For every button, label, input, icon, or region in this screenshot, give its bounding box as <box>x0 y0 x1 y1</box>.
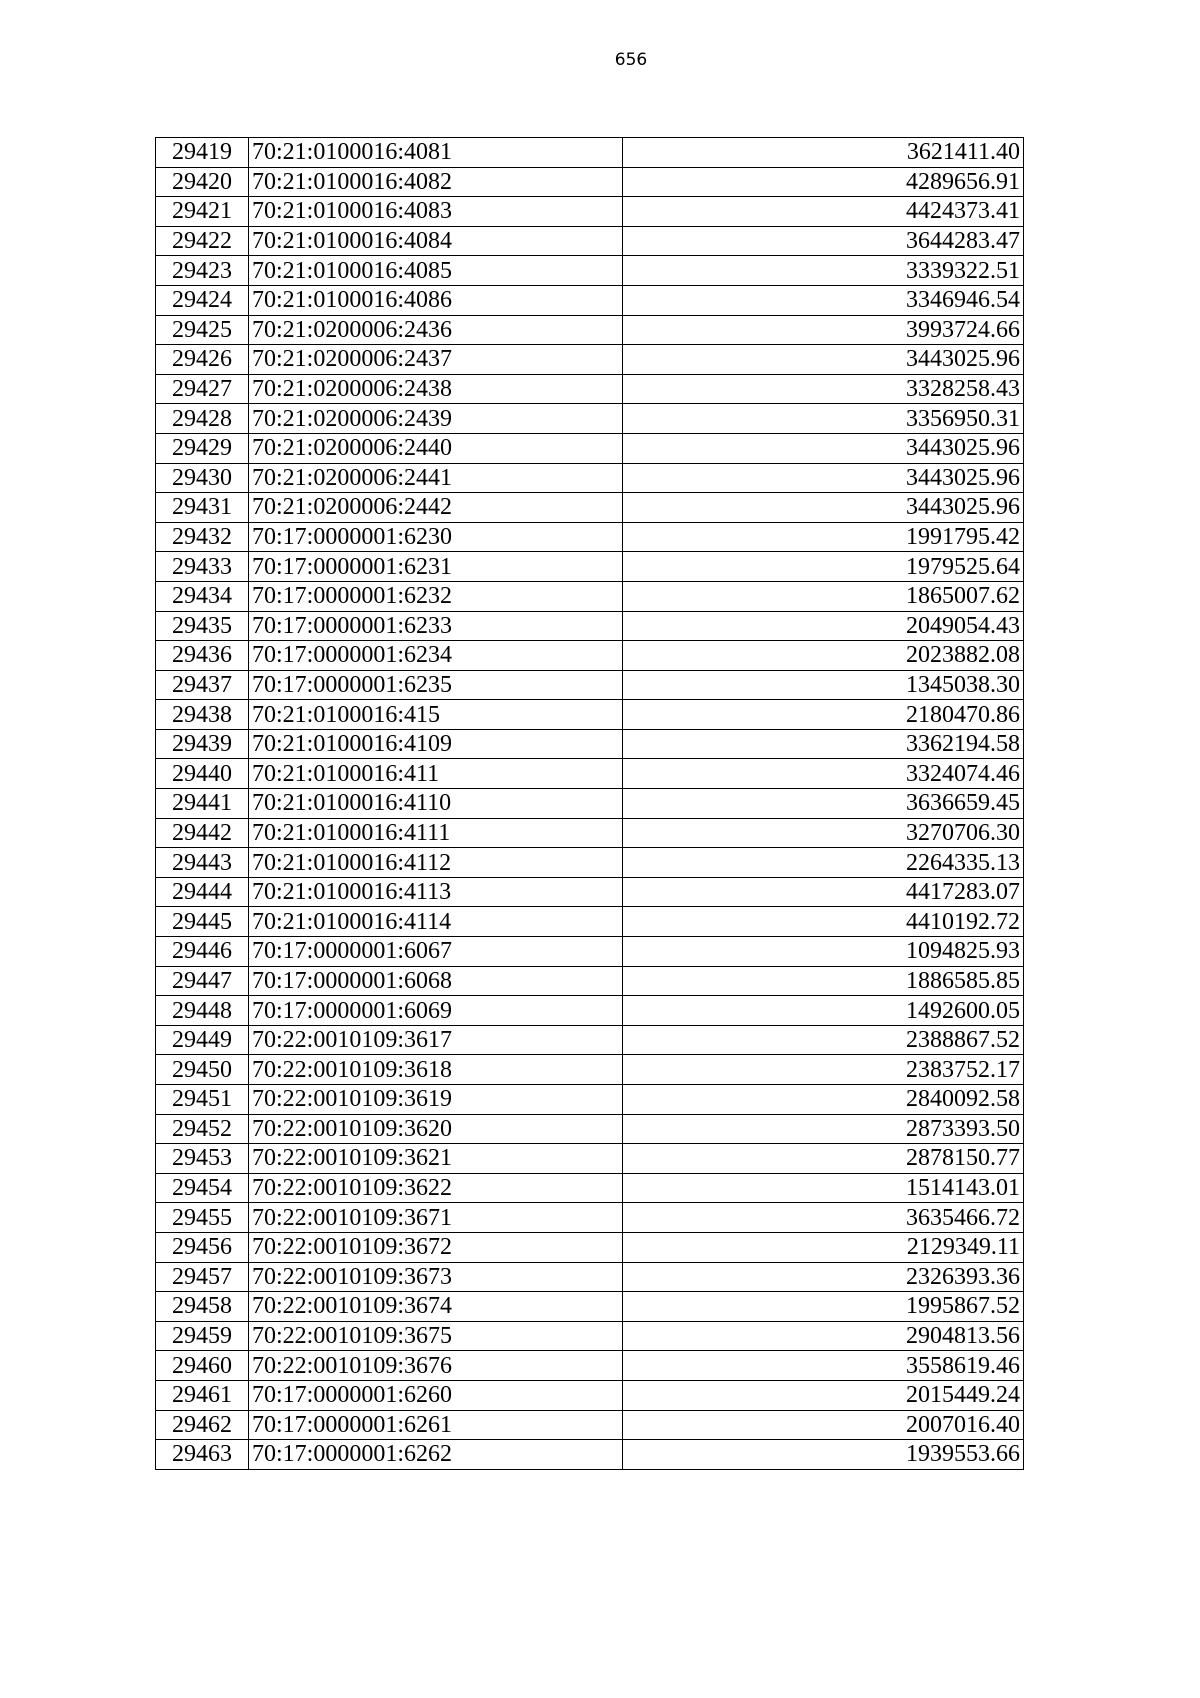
table-row <box>156 345 1024 375</box>
table-row <box>156 374 1024 404</box>
cadastral-value-cell: 3993724.66 <box>623 315 1024 345</box>
row-number-cell: 29452 <box>156 1114 249 1144</box>
row-number-cell: 29445 <box>156 907 249 937</box>
table-row <box>156 433 1024 463</box>
cadastral-number-cell: 70:21:0100016:4114 <box>249 907 623 937</box>
cadastral-value-cell: 1939553.66 <box>623 1440 1024 1470</box>
cadastral-value-cell: 2840092.58 <box>623 1085 1024 1115</box>
cadastral-number-cell: 70:17:0000001:6231 <box>249 552 623 582</box>
cadastral-value-cell: 2023882.08 <box>623 641 1024 671</box>
cadastral-number-cell: 70:22:0010109:3622 <box>249 1173 623 1203</box>
cadastral-number-cell: 70:21:0100016:4085 <box>249 256 623 286</box>
row-number-cell: 29450 <box>156 1055 249 1085</box>
cadastral-number-cell: 70:21:0100016:4083 <box>249 197 623 227</box>
cadastral-value-cell: 3443025.96 <box>623 463 1024 493</box>
cadastral-value-cell: 1979525.64 <box>623 552 1024 582</box>
table-row <box>156 285 1024 315</box>
cadastral-number-cell: 70:21:0100016:4084 <box>249 226 623 256</box>
table-row <box>156 789 1024 819</box>
table-row <box>156 315 1024 345</box>
cadastral-value-cell: 3339322.51 <box>623 256 1024 286</box>
cadastral-number-cell: 70:22:0010109:3619 <box>249 1085 623 1115</box>
cadastral-number-cell: 70:21:0100016:411 <box>249 759 623 789</box>
row-number-cell: 29442 <box>156 818 249 848</box>
table-row <box>156 197 1024 227</box>
table-row <box>156 1144 1024 1174</box>
cadastral-value-cell: 4424373.41 <box>623 197 1024 227</box>
cadastral-number-cell: 70:21:0200006:2439 <box>249 404 623 434</box>
cadastral-value-cell: 1514143.01 <box>623 1173 1024 1203</box>
table-row <box>156 226 1024 256</box>
table-row <box>156 1321 1024 1351</box>
cadastral-number-cell: 70:21:0200006:2438 <box>249 374 623 404</box>
row-number-cell: 29424 <box>156 285 249 315</box>
cadastral-value-cell: 3270706.30 <box>623 818 1024 848</box>
cadastral-number-cell: 70:21:0100016:4086 <box>249 285 623 315</box>
table-row <box>156 1380 1024 1410</box>
row-number-cell: 29428 <box>156 404 249 434</box>
cadastral-number-cell: 70:21:0100016:4082 <box>249 167 623 197</box>
page-number: 656 <box>614 50 648 70</box>
cadastral-value-cell: 4410192.72 <box>623 907 1024 937</box>
row-number-cell: 29431 <box>156 493 249 523</box>
row-number-cell: 29420 <box>156 167 249 197</box>
cadastral-number-cell: 70:21:0100016:4109 <box>249 729 623 759</box>
cadastral-number-cell: 70:17:0000001:6262 <box>249 1440 623 1470</box>
table-row <box>156 1440 1024 1470</box>
cadastral-value-cell: 1995867.52 <box>623 1292 1024 1322</box>
cadastral-number-cell: 70:17:0000001:6235 <box>249 670 623 700</box>
cadastral-number-cell: 70:22:0010109:3674 <box>249 1292 623 1322</box>
cadastral-number-cell: 70:21:0200006:2437 <box>249 345 623 375</box>
cadastral-value-cell: 2049054.43 <box>623 611 1024 641</box>
row-number-cell: 29430 <box>156 463 249 493</box>
table-row <box>156 167 1024 197</box>
table-row <box>156 1203 1024 1233</box>
row-number-cell: 29438 <box>156 700 249 730</box>
table-row <box>156 256 1024 286</box>
table-row <box>156 907 1024 937</box>
table-row <box>156 966 1024 996</box>
cadastral-number-cell: 70:21:0100016:415 <box>249 700 623 730</box>
cadastral-number-cell: 70:21:0200006:2442 <box>249 493 623 523</box>
row-number-cell: 29440 <box>156 759 249 789</box>
cadastral-value-cell: 3644283.47 <box>623 226 1024 256</box>
cadastral-value-table <box>155 137 1024 1470</box>
row-number-cell: 29449 <box>156 1025 249 1055</box>
cadastral-value-cell: 2383752.17 <box>623 1055 1024 1085</box>
cadastral-value-cell: 3346946.54 <box>623 285 1024 315</box>
cadastral-value-cell: 3362194.58 <box>623 729 1024 759</box>
table-body <box>156 138 1024 1470</box>
cadastral-number-cell: 70:17:0000001:6069 <box>249 996 623 1026</box>
table-row <box>156 818 1024 848</box>
cadastral-number-cell: 70:22:0010109:3671 <box>249 1203 623 1233</box>
cadastral-value-cell: 4289656.91 <box>623 167 1024 197</box>
cadastral-number-cell: 70:22:0010109:3672 <box>249 1232 623 1262</box>
row-number-cell: 29460 <box>156 1351 249 1381</box>
cadastral-value-cell: 2873393.50 <box>623 1114 1024 1144</box>
cadastral-number-cell: 70:21:0100016:4081 <box>249 138 623 168</box>
cadastral-number-cell: 70:17:0000001:6067 <box>249 937 623 967</box>
cadastral-number-cell: 70:17:0000001:6068 <box>249 966 623 996</box>
row-number-cell: 29439 <box>156 729 249 759</box>
table-row <box>156 1292 1024 1322</box>
row-number-cell: 29436 <box>156 641 249 671</box>
cadastral-number-cell: 70:21:0100016:4113 <box>249 877 623 907</box>
table-row <box>156 463 1024 493</box>
row-number-cell: 29441 <box>156 789 249 819</box>
row-number-cell: 29447 <box>156 966 249 996</box>
row-number-cell: 29423 <box>156 256 249 286</box>
cadastral-value-cell: 1991795.42 <box>623 522 1024 552</box>
table-row <box>156 611 1024 641</box>
cadastral-value-cell: 2388867.52 <box>623 1025 1024 1055</box>
cadastral-value-cell: 3443025.96 <box>623 493 1024 523</box>
cadastral-value-cell: 2878150.77 <box>623 1144 1024 1174</box>
table-row <box>156 1351 1024 1381</box>
row-number-cell: 29458 <box>156 1292 249 1322</box>
cadastral-value-cell: 2180470.86 <box>623 700 1024 730</box>
cadastral-value-cell: 3356950.31 <box>623 404 1024 434</box>
row-number-cell: 29457 <box>156 1262 249 1292</box>
cadastral-value-cell: 1865007.62 <box>623 581 1024 611</box>
row-number-cell: 29421 <box>156 197 249 227</box>
row-number-cell: 29459 <box>156 1321 249 1351</box>
row-number-cell: 29448 <box>156 996 249 1026</box>
row-number-cell: 29461 <box>156 1380 249 1410</box>
cadastral-value-cell: 3324074.46 <box>623 759 1024 789</box>
table-row <box>156 1173 1024 1203</box>
table-row <box>156 493 1024 523</box>
cadastral-value-cell: 3635466.72 <box>623 1203 1024 1233</box>
cadastral-value-cell: 1345038.30 <box>623 670 1024 700</box>
cadastral-number-cell: 70:22:0010109:3620 <box>249 1114 623 1144</box>
row-number-cell: 29433 <box>156 552 249 582</box>
cadastral-number-cell: 70:21:0100016:4111 <box>249 818 623 848</box>
row-number-cell: 29429 <box>156 433 249 463</box>
row-number-cell: 29435 <box>156 611 249 641</box>
row-number-cell: 29419 <box>156 138 249 168</box>
row-number-cell: 29444 <box>156 877 249 907</box>
cadastral-value-cell: 3558619.46 <box>623 1351 1024 1381</box>
cadastral-number-cell: 70:17:0000001:6230 <box>249 522 623 552</box>
table-row <box>156 1262 1024 1292</box>
row-number-cell: 29434 <box>156 581 249 611</box>
table-row <box>156 138 1024 168</box>
row-number-cell: 29427 <box>156 374 249 404</box>
table-row <box>156 877 1024 907</box>
row-number-cell: 29451 <box>156 1085 249 1115</box>
row-number-cell: 29453 <box>156 1144 249 1174</box>
row-number-cell: 29462 <box>156 1410 249 1440</box>
row-number-cell: 29422 <box>156 226 249 256</box>
cadastral-value-cell: 2904813.56 <box>623 1321 1024 1351</box>
cadastral-number-cell: 70:22:0010109:3673 <box>249 1262 623 1292</box>
table-row <box>156 581 1024 611</box>
row-number-cell: 29455 <box>156 1203 249 1233</box>
table-row <box>156 670 1024 700</box>
table-row <box>156 848 1024 878</box>
cadastral-number-cell: 70:21:0200006:2436 <box>249 315 623 345</box>
row-number-cell: 29463 <box>156 1440 249 1470</box>
row-number-cell: 29437 <box>156 670 249 700</box>
table-row <box>156 1410 1024 1440</box>
cadastral-number-cell: 70:21:0100016:4110 <box>249 789 623 819</box>
table-row <box>156 937 1024 967</box>
cadastral-number-cell: 70:21:0100016:4112 <box>249 848 623 878</box>
cadastral-value-cell: 3443025.96 <box>623 433 1024 463</box>
cadastral-value-cell: 1094825.93 <box>623 937 1024 967</box>
cadastral-value-cell: 4417283.07 <box>623 877 1024 907</box>
cadastral-value-cell: 2007016.40 <box>623 1410 1024 1440</box>
cadastral-number-cell: 70:22:0010109:3676 <box>249 1351 623 1381</box>
table-row <box>156 1055 1024 1085</box>
cadastral-value-cell: 2015449.24 <box>623 1380 1024 1410</box>
cadastral-number-cell: 70:21:0200006:2440 <box>249 433 623 463</box>
cadastral-value-cell: 2129349.11 <box>623 1232 1024 1262</box>
cadastral-value-cell: 3636659.45 <box>623 789 1024 819</box>
cadastral-number-cell: 70:22:0010109:3675 <box>249 1321 623 1351</box>
row-number-cell: 29432 <box>156 522 249 552</box>
table-row <box>156 404 1024 434</box>
cadastral-value-cell: 3621411.40 <box>623 138 1024 168</box>
cadastral-number-cell: 70:17:0000001:6232 <box>249 581 623 611</box>
cadastral-number-cell: 70:17:0000001:6233 <box>249 611 623 641</box>
cadastral-value-cell: 3443025.96 <box>623 345 1024 375</box>
cadastral-number-cell: 70:17:0000001:6261 <box>249 1410 623 1440</box>
cadastral-number-cell: 70:17:0000001:6260 <box>249 1380 623 1410</box>
row-number-cell: 29443 <box>156 848 249 878</box>
row-number-cell: 29425 <box>156 315 249 345</box>
cadastral-number-cell: 70:22:0010109:3618 <box>249 1055 623 1085</box>
table-row <box>156 759 1024 789</box>
cadastral-value-cell: 2264335.13 <box>623 848 1024 878</box>
table-row <box>156 552 1024 582</box>
table-row <box>156 1085 1024 1115</box>
cadastral-number-cell: 70:22:0010109:3621 <box>249 1144 623 1174</box>
row-number-cell: 29446 <box>156 937 249 967</box>
cadastral-value-cell: 1492600.05 <box>623 996 1024 1026</box>
cadastral-number-cell: 70:17:0000001:6234 <box>249 641 623 671</box>
cadastral-value-cell: 2326393.36 <box>623 1262 1024 1292</box>
table-row <box>156 700 1024 730</box>
table-row <box>156 1232 1024 1262</box>
cadastral-number-cell: 70:21:0200006:2441 <box>249 463 623 493</box>
cadastral-value-cell: 3328258.43 <box>623 374 1024 404</box>
table-row <box>156 729 1024 759</box>
row-number-cell: 29454 <box>156 1173 249 1203</box>
table-row <box>156 1025 1024 1055</box>
cadastral-value-cell: 1886585.85 <box>623 966 1024 996</box>
cadastral-number-cell: 70:22:0010109:3617 <box>249 1025 623 1055</box>
table-row <box>156 641 1024 671</box>
table-row <box>156 522 1024 552</box>
table-row <box>156 996 1024 1026</box>
row-number-cell: 29426 <box>156 345 249 375</box>
row-number-cell: 29456 <box>156 1232 249 1262</box>
table-row <box>156 1114 1024 1144</box>
